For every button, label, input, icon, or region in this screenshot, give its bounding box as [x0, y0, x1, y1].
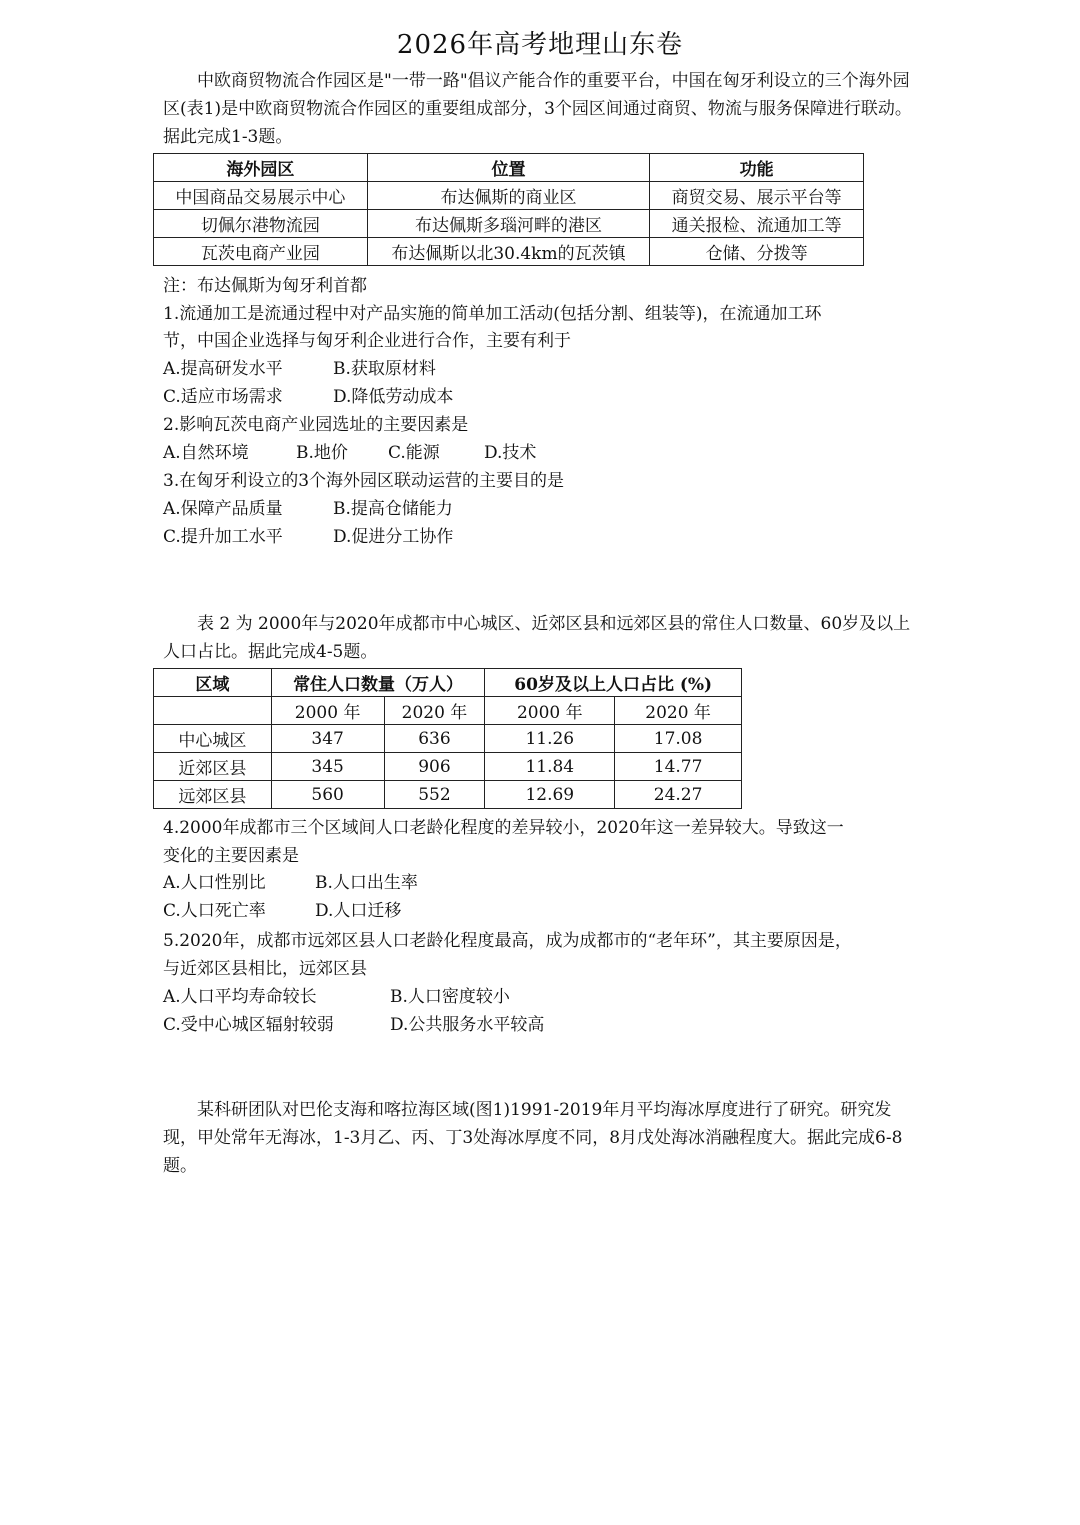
table-1: [153, 153, 864, 266]
table-2-header-row: [154, 669, 742, 697]
table-cell: 布达佩斯以北30.4km的瓦茨镇: [367, 238, 650, 266]
option-a[interactable]: A.自然环境: [163, 443, 249, 463]
table-row: [154, 753, 742, 781]
table-cell: 2000 年: [271, 697, 384, 725]
question-4-stem-line-2: 变化的主要因素是: [163, 846, 299, 866]
table-cell: 2000 年: [485, 697, 615, 725]
table-row: [154, 182, 864, 210]
question-4-options-row-1: [163, 869, 418, 897]
table-row: [154, 210, 864, 238]
table-cell: 近郊区县: [154, 753, 272, 781]
option-b[interactable]: B.人口出生率: [315, 873, 418, 893]
option-c[interactable]: C.能源: [388, 443, 440, 463]
table-cell: 11.26: [485, 725, 615, 753]
table-2: [153, 668, 742, 809]
question-3-options-row-1: [163, 495, 453, 523]
option-c[interactable]: C.适应市场需求: [163, 387, 283, 407]
option-a[interactable]: A.保障产品质量: [163, 499, 283, 519]
table-cell: 瓦茨电商产业园: [154, 238, 368, 266]
question-5-options-row-1: [163, 983, 510, 1011]
table-1-header-row: [154, 154, 864, 182]
option-b[interactable]: B.获取原材料: [333, 359, 436, 379]
table-2-header-population: 常住人口数量（万人）: [271, 669, 485, 697]
intro-paragraph-3: 某科研团队对巴伦支海和喀拉海区域(图1)1991-2019年月平均海冰厚度进行了研究。研究发现，甲处常年无海冰，1-3月乙、丙、丁3处海冰厚度不同，8月戊处海冰消融程度大。据此完成6-8题。: [163, 1100, 903, 1176]
table-cell: 2020 年: [384, 697, 485, 725]
option-d[interactable]: D.公共服务水平较高: [390, 1015, 545, 1035]
table-cell: 24.27: [615, 781, 742, 809]
table-row: [154, 781, 742, 809]
option-c[interactable]: C.人口死亡率: [163, 901, 266, 921]
option-b[interactable]: B.提高仓储能力: [333, 499, 453, 519]
table-2-header-aged-share: 60岁及以上人口占比 (%): [485, 669, 742, 697]
table-cell: 切佩尔港物流园: [154, 210, 368, 238]
question-1-options-row-1: [163, 355, 436, 383]
option-d[interactable]: D.促进分工协作: [333, 527, 454, 547]
question-3-stem: 3.在匈牙利设立的3个海外园区联动运营的主要目的是: [163, 471, 565, 491]
table-cell: 11.84: [485, 753, 615, 781]
question-3-options-row-2: [163, 523, 453, 551]
table-cell: 552: [384, 781, 485, 809]
table-cell: 远郊区县: [154, 781, 272, 809]
question-2-stem: 2.影响瓦茨电商产业园选址的主要因素是: [163, 415, 469, 435]
table-cell: 布达佩斯的商业区: [367, 182, 650, 210]
table-cell: [154, 697, 272, 725]
option-c[interactable]: C.提升加工水平: [163, 527, 283, 547]
question-5-options-row-2: [163, 1011, 544, 1039]
intro-paragraph-1: 中欧商贸物流合作园区是"一带一路"倡议产能合作的重要平台，中国在匈牙利设立的三个海外园区(表1)是中欧商贸物流合作园区的重要组成部分，3个园区间通过商贸、物流与服务保障进行联动。据此完成1-3题。: [163, 71, 912, 147]
option-c[interactable]: C.受中心城区辐射较弱: [163, 1015, 334, 1035]
option-b[interactable]: B.人口密度较小: [390, 987, 510, 1007]
question-2-options: [163, 439, 536, 467]
option-a[interactable]: A.人口平均寿命较长: [163, 987, 317, 1007]
table-cell: 通关报检、流通加工等: [650, 210, 864, 238]
table-cell: 中心城区: [154, 725, 272, 753]
option-d[interactable]: D.人口迁移: [315, 901, 402, 921]
table-cell: 560: [271, 781, 384, 809]
table-1-header: 海外园区: [154, 154, 368, 182]
option-a[interactable]: A.人口性别比: [163, 873, 266, 893]
table-cell: 仓储、分拨等: [650, 238, 864, 266]
question-1-stem-line-1: 1.流通加工是流通过程中对产品实施的简单加工活动(包括分割、组装等)，在流通加工环: [163, 304, 822, 324]
table-cell: 商贸交易、展示平台等: [650, 182, 864, 210]
table-cell: 2020 年: [615, 697, 742, 725]
question-1-options-row-2: [163, 383, 453, 411]
table-1-header: 位置: [367, 154, 650, 182]
table-row: [154, 238, 864, 266]
option-b[interactable]: B.地价: [296, 443, 348, 463]
table-cell: 12.69: [485, 781, 615, 809]
question-5-stem-line-1: 5.2020年，成都市远郊区县人口老龄化程度最高，成为成都市的“老年环”，其主要原因是，: [163, 931, 852, 951]
table-row: [154, 725, 742, 753]
table-cell: 906: [384, 753, 485, 781]
question-1-stem-line-2: 节，中国企业选择与匈牙利企业进行合作，主要有利于: [163, 331, 571, 351]
option-d[interactable]: D.降低劳动成本: [333, 387, 454, 407]
table-cell: 布达佩斯多瑙河畔的港区: [367, 210, 650, 238]
option-a[interactable]: A.提高研发水平: [163, 359, 283, 379]
table-cell: 347: [271, 725, 384, 753]
table-cell: 14.77: [615, 753, 742, 781]
table-cell: 345: [271, 753, 384, 781]
intro-paragraph-2: 表 2 为 2000年与2020年成都市中心城区、近郊区县和远郊区县的常住人口数量、60岁及以上人口占比。据此完成4-5题。: [163, 614, 911, 662]
table-cell: 17.08: [615, 725, 742, 753]
question-5-stem-line-2: 与近郊区县相比，远郊区县: [163, 959, 367, 979]
option-d[interactable]: D.技术: [484, 443, 537, 463]
page-title: 2026年高考地理山东卷: [396, 30, 684, 60]
table-1-note: 注：布达佩斯为匈牙利首都: [163, 276, 367, 296]
table-2-header-region: 区域: [154, 669, 272, 697]
table-cell: 636: [384, 725, 485, 753]
question-4-stem-line-1: 4.2000年成都市三个区域间人口老龄化程度的差异较小，2020年这一差异较大。导致这一: [163, 818, 844, 838]
table-1-header: 功能: [650, 154, 864, 182]
table-cell: 中国商品交易展示中心: [154, 182, 368, 210]
table-2-year-row: [154, 697, 742, 725]
question-4-options-row-2: [163, 897, 401, 925]
